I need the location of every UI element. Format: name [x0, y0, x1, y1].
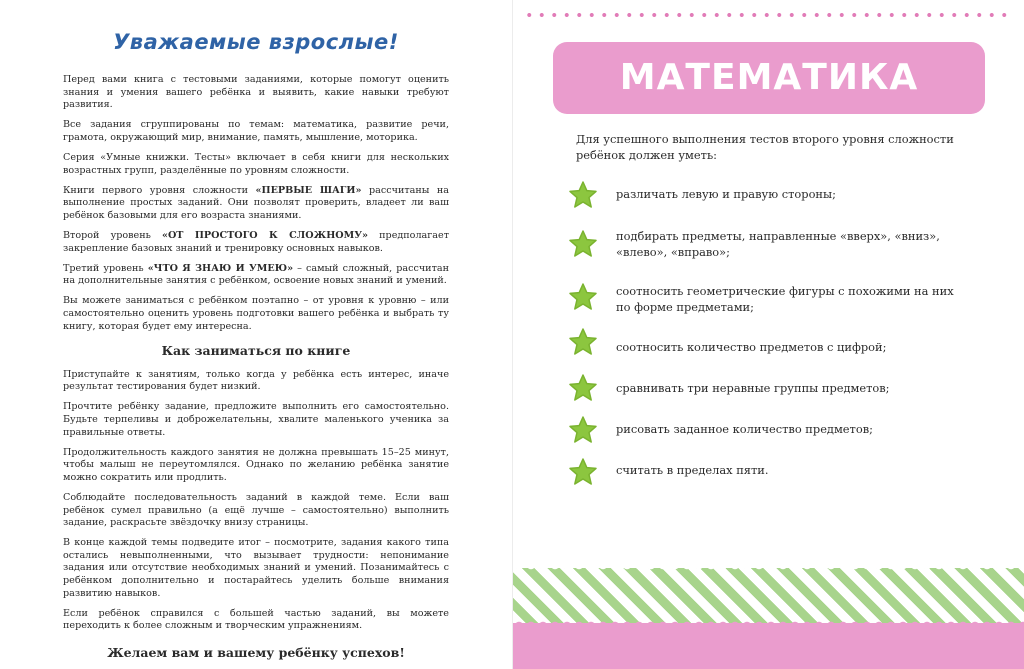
- paragraph: Прочтите ребёнку задание, предложите выполнить его самостоятельно. Будьте терпеливы и доброжелательны, хвалите маленького ученика за правильные ответы.: [63, 401, 449, 438]
- level-name: «ОТ ПРОСТОГО К СЛОЖНОМУ»: [161, 229, 369, 241]
- page-title: Уважаемые взрослые!: [113, 30, 399, 54]
- paragraph-level-1: [63, 185, 449, 223]
- dotted-border: [523, 12, 1014, 18]
- text: Второй уровень: [63, 229, 162, 241]
- paragraph: Все задания сгруппированы по темам: математика, развитие речи, грамота, окружающий мир, внимание, память, мышление, моторика.: [63, 119, 449, 143]
- paragraph: Если ребёнок справился с большей частью заданий, вы можете переходить к более сложным и творческим упражнениям.: [63, 607, 449, 632]
- star-icon: [568, 327, 598, 357]
- intro-text: Для успешного выполнения тестов второго уровня сложности ребёнок должен уметь:: [576, 132, 954, 162]
- paragraph: Приступайте к занятиям, только когда у ребёнка есть интерес, иначе результат тестирования будет низкий.: [63, 368, 449, 393]
- text: предполагает закрепление базовых знаний и тренировку основных навыков.: [63, 229, 450, 254]
- title-banner: [553, 42, 985, 114]
- right-page: [512, 0, 1024, 669]
- text: – самый сложный, рассчитан на дополнительные занятия с ребёнком, освоение новых знаний и умений.: [63, 262, 449, 287]
- intro-text: [63, 74, 449, 659]
- skill-text: считать в пределах пяти.: [616, 463, 769, 477]
- paragraph: Перед вами книга с тестовыми заданиями, которые помогут оценить знания и умения вашего ребёнка и выявить, какие навыки требуют развития.: [63, 74, 449, 111]
- pink-band: [513, 623, 1024, 669]
- paragraph: Серия «Умные книжки. Тесты» включает в себя книги для нескольких возрастных групп, разделённые по уровням сложности.: [63, 151, 449, 176]
- text: Книги первого уровня сложности: [63, 184, 256, 196]
- striped-band: [513, 568, 1024, 623]
- star-icon: [568, 180, 598, 210]
- paragraph-level-3: [63, 263, 449, 288]
- paragraph: Продолжительность каждого занятия не должна превышать 15–25 минут, чтобы малыш не переутомлялся. Однако по желанию ребёнка занятие можно сократить или продлить.: [63, 446, 449, 483]
- level-name: «ЧТО Я ЗНАЮ И УМЕЮ»: [147, 262, 294, 274]
- scalloped-edge: [513, 620, 1024, 626]
- closing-wish: Желаем вам и вашему ребёнку успехов!: [107, 644, 405, 660]
- paragraph: Вы можете заниматься с ребёнком поэтапно – от уровня к уровню – или самостоятельно оценить уровень подготовки вашего ребёнка и выбрать ту книгу, которая будет ему интересна.: [63, 295, 449, 332]
- paragraph: Соблюдайте последовательность заданий в каждой теме. Если ваш ребёнок сумел правильно (а ещё лучше – самостоятельно) выполнить задание, раскрасьте звёздочку внизу страницы.: [63, 491, 449, 529]
- text: рассчитаны на выполнение простых заданий. Они позволят проверить, владеет ли ваш ребёнок базовыми для его возраста знаниями.: [63, 184, 449, 221]
- section-title: МАТЕМАТИКА: [619, 57, 919, 98]
- skill-text: различать левую и правую стороны;: [616, 187, 836, 201]
- skill-text: подбирать предметы, направленные «вверх», «вниз», «влево», «вправо»;: [616, 229, 940, 259]
- text: Третий уровень: [63, 262, 148, 274]
- scalloped-edge: [513, 565, 1024, 571]
- skill-text: соотносить геометрические фигуры с похожими на них по форме предметами;: [616, 284, 954, 314]
- skill-text: рисовать заданное количество предметов;: [616, 422, 873, 436]
- star-icon: [568, 373, 598, 403]
- star-icon: [568, 282, 598, 312]
- paragraph-level-2: [63, 230, 449, 255]
- skill-text: сравнивать три неравные группы предметов;: [616, 381, 890, 395]
- skill-text: соотносить количество предметов с цифрой;: [616, 340, 887, 354]
- star-icon: [568, 229, 598, 259]
- star-icon: [568, 415, 598, 445]
- section-heading: Как заниматься по книге: [161, 343, 351, 359]
- level-name: «ПЕРВЫЕ ШАГИ»: [255, 184, 362, 196]
- paragraph: В конце каждой темы подведите итог – посмотрите, задания какого типа остались невыполненными, что вызывает трудности: непонимание задания или отсутствие необходимых знаний и умений. Позанимайтесь с ребёнком дополнительно и постарайтесь уделить больше внимания развитию навыков.: [63, 537, 449, 599]
- star-icon: [568, 457, 598, 487]
